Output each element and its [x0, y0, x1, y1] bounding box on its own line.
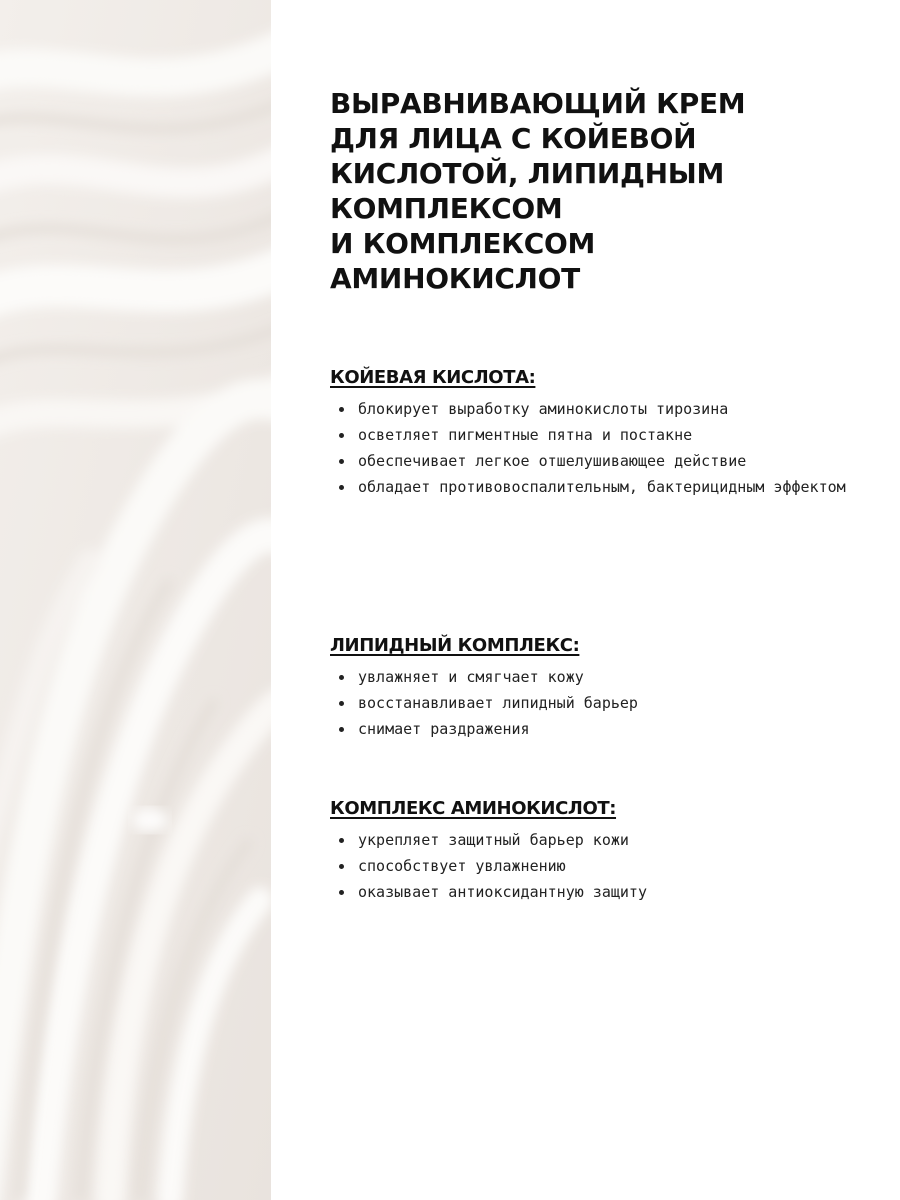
list-item: снимает раздражения: [330, 716, 870, 742]
bullet-icon: [339, 485, 344, 490]
cream-swirl-graphic: [0, 0, 271, 1200]
list-item: увлажняет и смягчает кожу: [330, 664, 870, 690]
cream-texture-image: [0, 0, 271, 1200]
section-lipid-complex: [330, 634, 870, 742]
section-amino-acid-complex: [330, 797, 870, 905]
section-heading: КОМПЛЕКС АМИНОКИСЛОТ:: [330, 798, 617, 819]
list-item: укрепляет защитный барьер кожи: [330, 827, 870, 853]
bullet-icon: [339, 727, 344, 732]
list-item: блокирует выработку аминокислоты тирозина: [330, 396, 870, 422]
content-column: [330, 86, 870, 901]
section-heading: ЛИПИДНЫЙ КОМПЛЕКС:: [330, 635, 580, 656]
bullet-icon: [339, 407, 344, 412]
list-item: осветляет пигментные пятна и постакне: [330, 422, 870, 448]
bullet-icon: [339, 864, 344, 869]
list-item: обеспечивает легкое отшелушивающее действие: [330, 448, 870, 474]
bullet-icon: [339, 675, 344, 680]
page-title: ВЫРАВНИВАЮЩИЙ КРЕМ ДЛЯ ЛИЦА С КОЙЕВОЙ КИСЛОТОЙ, ЛИПИДНЫМ КОМПЛЕКСОМ И КОМПЛЕКСОМ АМИНОКИСЛОТ: [330, 87, 746, 295]
benefit-list: [330, 396, 870, 500]
benefit-list: [330, 664, 870, 742]
benefit-list: [330, 827, 870, 905]
bullet-icon: [339, 890, 344, 895]
list-item: способствует увлажнению: [330, 853, 870, 879]
section-heading: КОЙЕВАЯ КИСЛОТА:: [330, 367, 536, 388]
section-kojic-acid: [330, 366, 870, 500]
list-item: восстанавливает липидный барьер: [330, 690, 870, 716]
list-item: обладает противовоспалительным, бактерицидным эффектом: [330, 474, 870, 500]
bullet-icon: [339, 433, 344, 438]
bullet-icon: [339, 459, 344, 464]
bullet-icon: [339, 838, 344, 843]
bullet-icon: [339, 701, 344, 706]
list-item: оказывает антиоксидантную защиту: [330, 879, 870, 905]
